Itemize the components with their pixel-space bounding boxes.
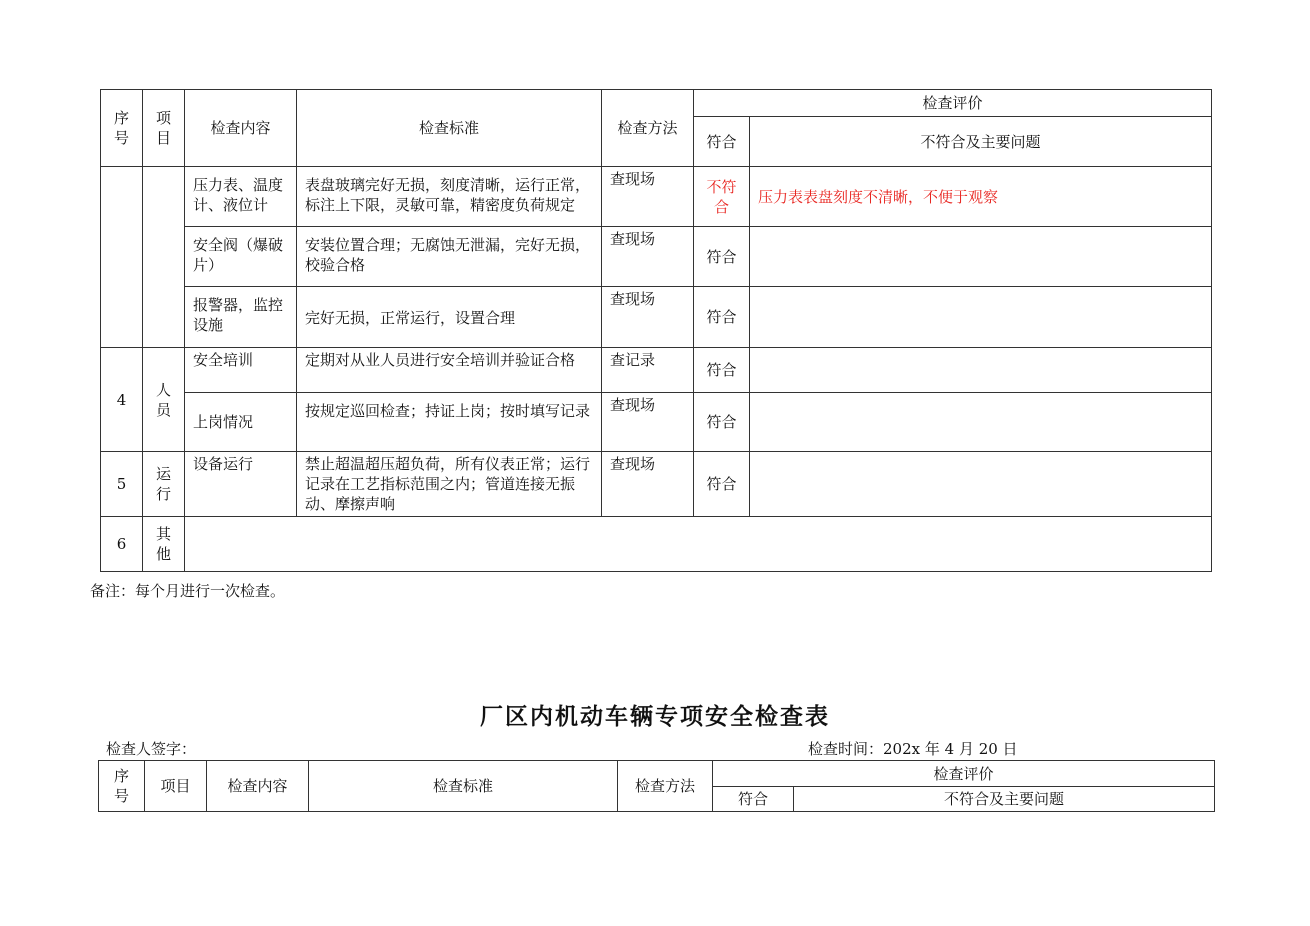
item-cell: 运行 [143, 452, 185, 517]
inspection-table-1 [100, 89, 1212, 572]
standard-cell: 按规定巡回检查；持证上岗；按时填写记录 [297, 393, 602, 452]
header-standard: 检查标准 [309, 761, 618, 812]
header-standard: 检查标准 [297, 90, 602, 167]
standard-cell: 完好无损，正常运行，设置合理 [297, 287, 602, 348]
issue-cell [750, 287, 1212, 348]
other-empty-cell [185, 517, 1212, 572]
table-row [101, 517, 1212, 572]
inspection-date: 检查时间：202x 年 4 月 20 日 [808, 740, 1018, 758]
seq-cell: 4 [101, 348, 143, 452]
header-nonconform: 不符合及主要问题 [794, 787, 1215, 812]
issue-cell [750, 393, 1212, 452]
header-method: 检查方法 [602, 90, 694, 167]
standard-cell: 表盘玻璃完好无损，刻度清晰，运行正常，标注上下限，灵敏可靠，精密度负荷规定 [297, 167, 602, 227]
table-row [101, 227, 1212, 287]
content-cell: 安全培训 [185, 348, 297, 393]
table-row [101, 348, 1212, 393]
content-cell: 安全阀（爆破片） [185, 227, 297, 287]
conform-cell: 符合 [694, 452, 750, 517]
method-cell: 查记录 [602, 348, 694, 393]
issue-cell [750, 452, 1212, 517]
header-eval: 检查评价 [713, 761, 1215, 787]
header-item: 项目 [143, 90, 185, 167]
table-row [101, 452, 1212, 517]
header-conform: 符合 [713, 787, 794, 812]
issue-cell [750, 348, 1212, 393]
form-title: 厂区内机动车辆专项安全检查表 [480, 703, 830, 730]
inspector-signature-label: 检查人签字： [106, 740, 197, 758]
method-cell: 查现场 [602, 287, 694, 348]
inspection-table-2 [98, 760, 1215, 812]
standard-cell: 定期对从业人员进行安全培训并验证合格 [297, 348, 602, 393]
conform-cell: 不符合 [694, 167, 750, 227]
item-cell-empty [143, 167, 185, 348]
header-seq: 序号 [101, 90, 143, 167]
table-row [101, 287, 1212, 348]
issue-cell [750, 227, 1212, 287]
header-eval: 检查评价 [694, 90, 1212, 117]
conform-cell: 符合 [694, 287, 750, 348]
standard-cell: 禁止超温超压超负荷，所有仪表正常；运行记录在工艺指标范围之内；管道连接无振动、摩擦声响 [297, 452, 602, 517]
content-cell: 上岗情况 [185, 393, 297, 452]
content-cell: 报警器，监控设施 [185, 287, 297, 348]
header-content: 检查内容 [207, 761, 309, 812]
method-cell: 查现场 [602, 393, 694, 452]
item-cell: 人员 [143, 348, 185, 452]
conform-cell: 符合 [694, 348, 750, 393]
table-row [101, 167, 1212, 227]
header-seq: 序号 [99, 761, 145, 812]
method-cell: 查现场 [602, 452, 694, 517]
header-nonconform: 不符合及主要问题 [750, 117, 1212, 167]
seq-cell: 6 [101, 517, 143, 572]
issue-cell: 压力表表盘刻度不清晰，不便于观察 [750, 167, 1212, 227]
header-content: 检查内容 [185, 90, 297, 167]
table-row [101, 393, 1212, 452]
conform-cell: 符合 [694, 227, 750, 287]
conform-cell: 符合 [694, 393, 750, 452]
seq-cell: 5 [101, 452, 143, 517]
method-cell: 查现场 [602, 227, 694, 287]
item-cell: 其他 [143, 517, 185, 572]
header-conform: 符合 [694, 117, 750, 167]
method-cell: 查现场 [602, 167, 694, 227]
header-item: 项目 [145, 761, 207, 812]
standard-cell: 安装位置合理；无腐蚀无泄漏，完好无损，校验合格 [297, 227, 602, 287]
seq-cell-empty [101, 167, 143, 348]
header-method: 检查方法 [618, 761, 713, 812]
content-cell: 压力表、温度计、液位计 [185, 167, 297, 227]
content-cell: 设备运行 [185, 452, 297, 517]
remark-note: 备注：每个月进行一次检查。 [90, 582, 286, 600]
